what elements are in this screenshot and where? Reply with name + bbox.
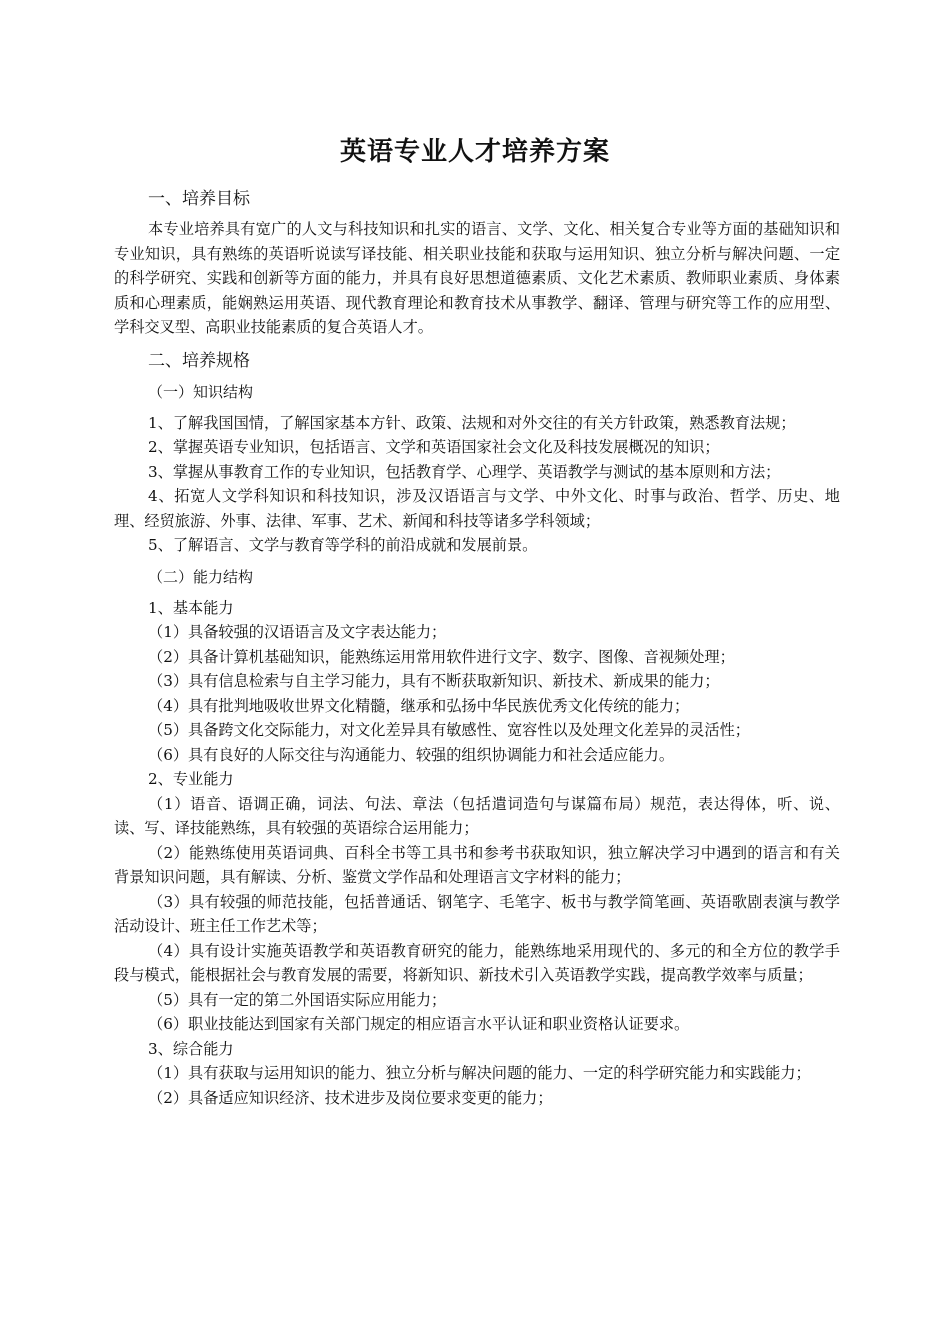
section-heading-goals: 一、培养目标 — [148, 189, 250, 209]
section-heading-specs: 二、培养规格 — [148, 350, 250, 371]
basic-ability-item: （3）具有信息检索与自主学习能力，具有不断获取新知识、新技术、新成果的能力； — [148, 672, 720, 690]
comprehensive-ability-item: （2）具备适应知识经济、技术进步及岗位要求变更的能力； — [148, 1088, 553, 1107]
basic-ability-item: （1）具备较强的汉语语言及文字表达能力； — [148, 623, 447, 641]
document-body — [114, 186, 840, 1110]
ability-group-heading-comprehensive: 3、综合能力 — [148, 1039, 234, 1058]
comprehensive-ability-item: （1）具有获取与运用知识的能力、独立分析与解决问题的能力、一定的科学研究能力和实践能力； — [148, 1064, 811, 1082]
subsection-heading-knowledge: （一）知识结构 — [148, 382, 254, 401]
knowledge-item: 3、掌握从事教育工作的专业知识，包括教育学、心理学、英语教学与测试的基本原则和方法； — [148, 462, 781, 481]
professional-ability-item: （1）语音、语调正确，词法、句法、章法（包括遣词造句与谋篇布局）规范，表达得体，听、说、读、写、译技能熟练，具有较强的英语综合运用能力； — [114, 794, 840, 837]
professional-ability-item: （3）具有较强的师范技能，包括普通话、钢笔字、毛笔字、板书与教学简笔画、英语歌剧表演与教学活动设计、班主任工作艺术等； — [114, 892, 840, 935]
knowledge-item: 1、了解我国国情，了解国家基本方针、政策、法规和对外交往的有关方针政策，熟悉教育法规； — [148, 413, 796, 432]
basic-ability-item: （6）具有良好的人际交往与沟通能力、较强的组织协调能力和社会适应能力。 — [148, 745, 675, 764]
professional-ability-item: （2）能熟练使用英语词典、百科全书等工具书和参考书获取知识，独立解决学习中遇到的语言和有关背景知识问题，具有解读、分析、鉴赏文学作品和处理语言文字材料的能力； — [114, 843, 840, 886]
goals-paragraph: 本专业培养具有宽广的人文与科技知识和扎实的语言、文学、文化、相关复合专业等方面的基础知识和专业知识，具有熟练的英语听说读写译技能、相关职业技能和获取与运用知识、独立分析与解决问题、一定的科学研究、实践和创新等方面的能力，并具有良好思想道德素质、文化艺术素质、教师职业素质、身体素质和心理素质，能娴熟运用英语、现代教育理论和教育技术从事教学、翻译、管理与研究等工作的应用型、学科交叉型、高职业技能素质的复合英语人才。 — [114, 220, 840, 336]
knowledge-item: 2、掌握英语专业知识，包括语言、文学和英语国家社会文化及科技发展概况的知识； — [148, 438, 720, 456]
professional-ability-item: （6）职业技能达到国家有关部门规定的相应语言水平认证和职业资格认证要求。 — [148, 1015, 690, 1033]
professional-ability-item: （4）具有设计实施英语教学和英语教育研究的能力，能熟练地采用现代的、多元的和全方位的教学手段与模式，能根据社会与教育发展的需要，将新知识、新技术引入英语教学实践，提高教学效率与质量； — [114, 941, 840, 984]
basic-ability-item: （4）具有批判地吸收世界文化精髓，继承和弘扬中华民族优秀文化传统的能力； — [148, 696, 690, 715]
ability-group-heading-professional: 2、专业能力 — [148, 770, 234, 788]
ability-group-heading-basic: 1、基本能力 — [148, 598, 234, 617]
professional-ability-item: （5）具有一定的第二外国语实际应用能力； — [148, 990, 447, 1009]
basic-ability-item: （2）具备计算机基础知识，能熟练运用常用软件进行文字、数字、图像、音视频处理； — [148, 647, 735, 666]
knowledge-item: 4、拓宽人文学科知识和科技知识，涉及汉语语言与文学、中外文化、时事与政治、哲学、历史、地理、经贸旅游、外事、法律、军事、艺术、新闻和科技等诸多学科领域； — [114, 487, 840, 530]
subsection-heading-ability: （二）能力结构 — [148, 567, 254, 586]
basic-ability-item: （5）具备跨文化交际能力，对文化差异具有敏感性、宽容性以及处理文化差异的灵活性； — [148, 721, 750, 739]
page-title: 英语专业人才培养方案 — [339, 137, 610, 167]
knowledge-item: 5、了解语言、文学与教育等学科的前沿成就和发展前景。 — [148, 536, 538, 554]
